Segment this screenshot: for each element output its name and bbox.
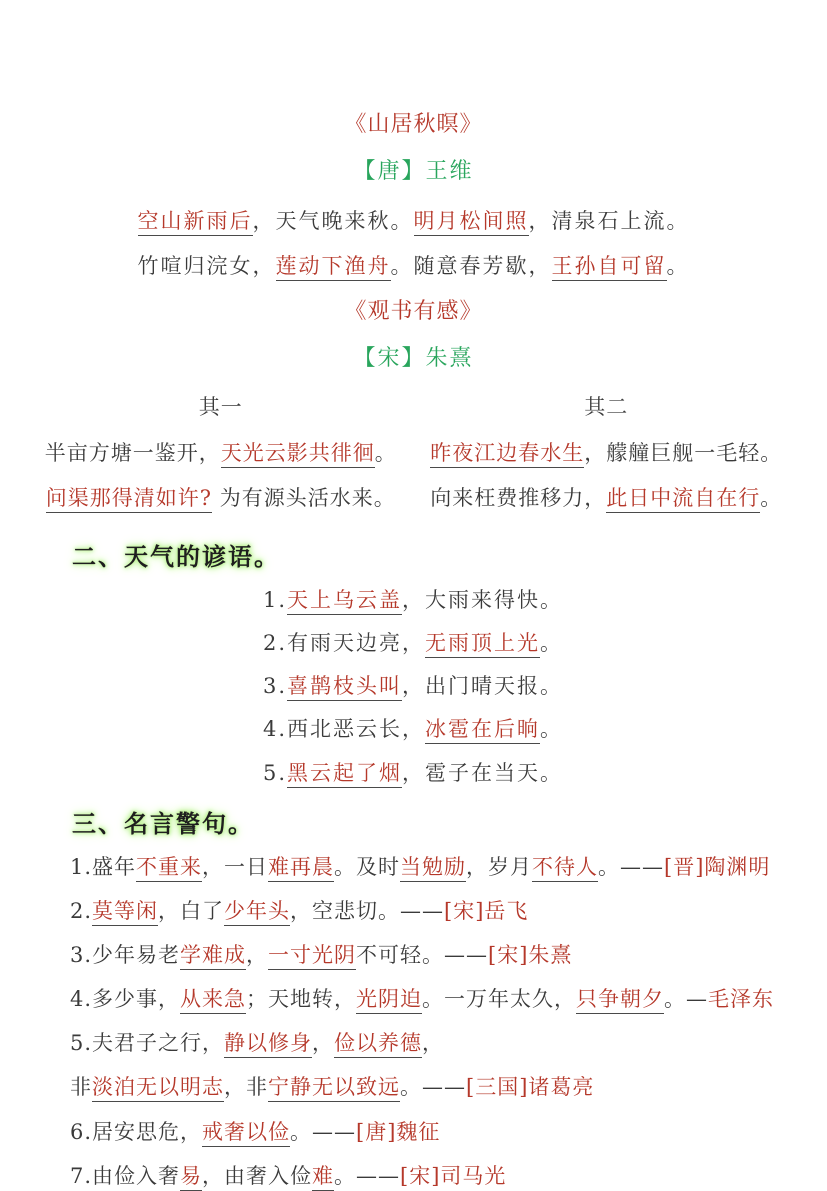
text-segment: 4.西北恶云长， xyxy=(263,717,426,742)
text-segment: 5.夫君子之行， xyxy=(70,1031,225,1056)
text-segment: ，出门晴天报。 xyxy=(402,674,564,699)
quote-item xyxy=(70,1164,797,1188)
poem2-title: 《观书有感》 xyxy=(344,298,483,324)
text-segment: 莲动下渔舟 xyxy=(276,254,391,281)
text-segment: 向来枉费推移力， xyxy=(430,485,607,510)
poem2-part2-label: 其二 xyxy=(584,395,629,420)
text-segment: 1.盛年 xyxy=(70,854,137,879)
poem1-line xyxy=(0,254,827,278)
text-segment: 竹喧归浣女， xyxy=(137,253,276,278)
text-segment: ，天气晚来秋。 xyxy=(252,208,414,233)
text-segment: 1. xyxy=(263,588,288,613)
text-segment: ，清泉石上流。 xyxy=(528,208,690,233)
text-segment: 喜鹊枝头叫 xyxy=(287,674,402,701)
text-segment: 。—— xyxy=(290,1119,357,1144)
quote-item xyxy=(70,1075,797,1099)
text-segment: 不重来 xyxy=(136,855,202,882)
quote-item xyxy=(70,899,797,923)
text-segment: 2. xyxy=(70,898,93,923)
poem2-part-labels xyxy=(0,395,827,440)
text-segment: 无雨顶上光 xyxy=(425,631,540,658)
text-segment: 难 xyxy=(312,1164,334,1191)
quote-item xyxy=(70,855,797,879)
text-segment: 昨夜江边春水生 xyxy=(430,441,584,468)
text-segment: 不可轻。—— xyxy=(356,943,489,968)
text-segment: 易 xyxy=(180,1164,202,1191)
text-segment: 王孙自可留 xyxy=(552,254,667,281)
poem2-row xyxy=(0,441,827,486)
text-segment: 。 xyxy=(374,440,397,465)
text-segment: 。—— xyxy=(334,1163,401,1188)
poem1-line xyxy=(0,209,827,233)
proverb-item xyxy=(263,761,827,785)
text-segment: 一寸光阴 xyxy=(268,943,356,970)
text-segment: 少年头 xyxy=(224,899,290,926)
text-segment: 。— xyxy=(664,987,709,1012)
text-segment: [晋]陶渊明 xyxy=(664,854,771,879)
quote-list xyxy=(0,855,827,1188)
text-segment: 5. xyxy=(263,760,288,785)
text-segment: 毛泽东 xyxy=(708,987,775,1012)
text-segment: ， xyxy=(312,1031,335,1056)
text-segment: 半亩方塘一鉴开， xyxy=(44,440,221,465)
poem1-author: 【唐】王维 xyxy=(353,159,474,185)
text-segment: 3.少年易老 xyxy=(70,943,181,968)
text-segment: 俭以养德 xyxy=(334,1031,422,1058)
text-segment: ，雹子在当天。 xyxy=(402,760,564,785)
text-segment: ，大雨来得快。 xyxy=(402,588,564,613)
proverb-item xyxy=(263,674,827,698)
text-segment: [三国]诸葛亮 xyxy=(466,1075,595,1100)
section2-heading: 二、天气的谚语。 xyxy=(72,542,280,572)
poem2-row xyxy=(0,486,827,531)
text-segment: 2.有雨天边亮， xyxy=(263,631,426,656)
text-segment: 不待人 xyxy=(532,855,598,882)
text-segment: ，一日 xyxy=(202,854,269,879)
text-segment: 为有源头活水来。 xyxy=(212,485,396,510)
text-segment: 从来急 xyxy=(180,987,246,1014)
proverb-item xyxy=(263,588,827,612)
text-segment: 。 xyxy=(666,253,690,278)
text-segment: 6.居安思危， xyxy=(70,1119,203,1144)
text-segment: ，非 xyxy=(224,1075,268,1100)
text-segment: 难再晨 xyxy=(268,855,334,882)
text-segment: 问渠那得清如许? xyxy=(46,486,212,513)
text-segment: 7.由俭入奢 xyxy=(70,1163,181,1188)
text-segment: 4.多少事， xyxy=(70,987,181,1012)
text-segment: 空山新雨后 xyxy=(138,209,253,236)
text-segment: 此日中流自在行 xyxy=(606,486,760,513)
text-segment: 非 xyxy=(70,1075,92,1100)
section3-heading: 三、名言警句。 xyxy=(72,808,254,838)
text-segment: 。—— xyxy=(400,1075,466,1100)
text-segment: 。 xyxy=(760,485,783,510)
text-segment: 光阴迫 xyxy=(356,987,422,1014)
text-segment: [唐]魏征 xyxy=(356,1119,441,1144)
poem1-title: 《山居秋暝》 xyxy=(344,112,483,137)
text-segment: 淡泊无以明志 xyxy=(92,1075,224,1102)
text-segment: 明月松间照 xyxy=(414,209,529,236)
text-segment: ，白了 xyxy=(158,898,225,923)
text-segment: 戒奢以俭 xyxy=(202,1120,290,1147)
poem2-part2-line xyxy=(414,486,800,511)
poem2-part2-line xyxy=(414,441,800,466)
text-segment: ，岁月 xyxy=(466,854,533,879)
quote-item xyxy=(70,1120,797,1144)
poem2-author: 【宋】朱熹 xyxy=(353,346,474,372)
proverb-list xyxy=(0,588,827,785)
proverb-item xyxy=(263,631,827,655)
poem2-part1-line xyxy=(28,441,414,466)
text-segment: 静以修身 xyxy=(224,1031,312,1058)
quote-item xyxy=(70,943,797,967)
text-segment: 天上乌云盖 xyxy=(287,588,402,615)
text-segment: 。及时 xyxy=(334,854,401,879)
text-segment: ；天地转， xyxy=(246,987,357,1012)
text-segment: ，由奢入俭 xyxy=(202,1163,313,1188)
text-segment: 3. xyxy=(263,674,288,699)
text-segment: ，空悲切。—— xyxy=(290,898,445,923)
quote-item xyxy=(70,1031,797,1055)
text-segment: 。 xyxy=(540,717,564,742)
text-segment: 莫等闲 xyxy=(92,899,158,926)
text-segment: 天光云影共徘徊 xyxy=(221,441,375,468)
text-segment: 当勉励 xyxy=(400,855,466,882)
poem2-part1-line xyxy=(28,486,414,511)
text-segment: 宁静无以致远 xyxy=(268,1075,400,1102)
text-segment: 学难成 xyxy=(180,943,246,970)
text-segment: 。一万年太久， xyxy=(422,987,577,1012)
quote-item xyxy=(70,987,797,1011)
text-segment: [宋]朱熹 xyxy=(488,943,573,968)
text-segment: 。—— xyxy=(598,854,665,879)
text-segment: 只争朝夕 xyxy=(576,987,664,1014)
text-segment: ， xyxy=(422,1031,445,1056)
proverb-item xyxy=(263,717,827,741)
text-segment: 黑云起了烟 xyxy=(287,761,402,788)
poem2-part1-label: 其一 xyxy=(198,395,243,420)
text-segment: [宋]岳飞 xyxy=(444,898,529,923)
text-segment: ， xyxy=(246,943,269,968)
text-segment: ，艨艟巨舰一毛轻。 xyxy=(584,440,783,465)
text-segment: 冰雹在后晌 xyxy=(425,717,540,744)
text-segment: 。 xyxy=(540,631,564,656)
text-segment: [宋]司马光 xyxy=(400,1163,507,1188)
text-segment: 。随意春芳歇， xyxy=(390,253,552,278)
